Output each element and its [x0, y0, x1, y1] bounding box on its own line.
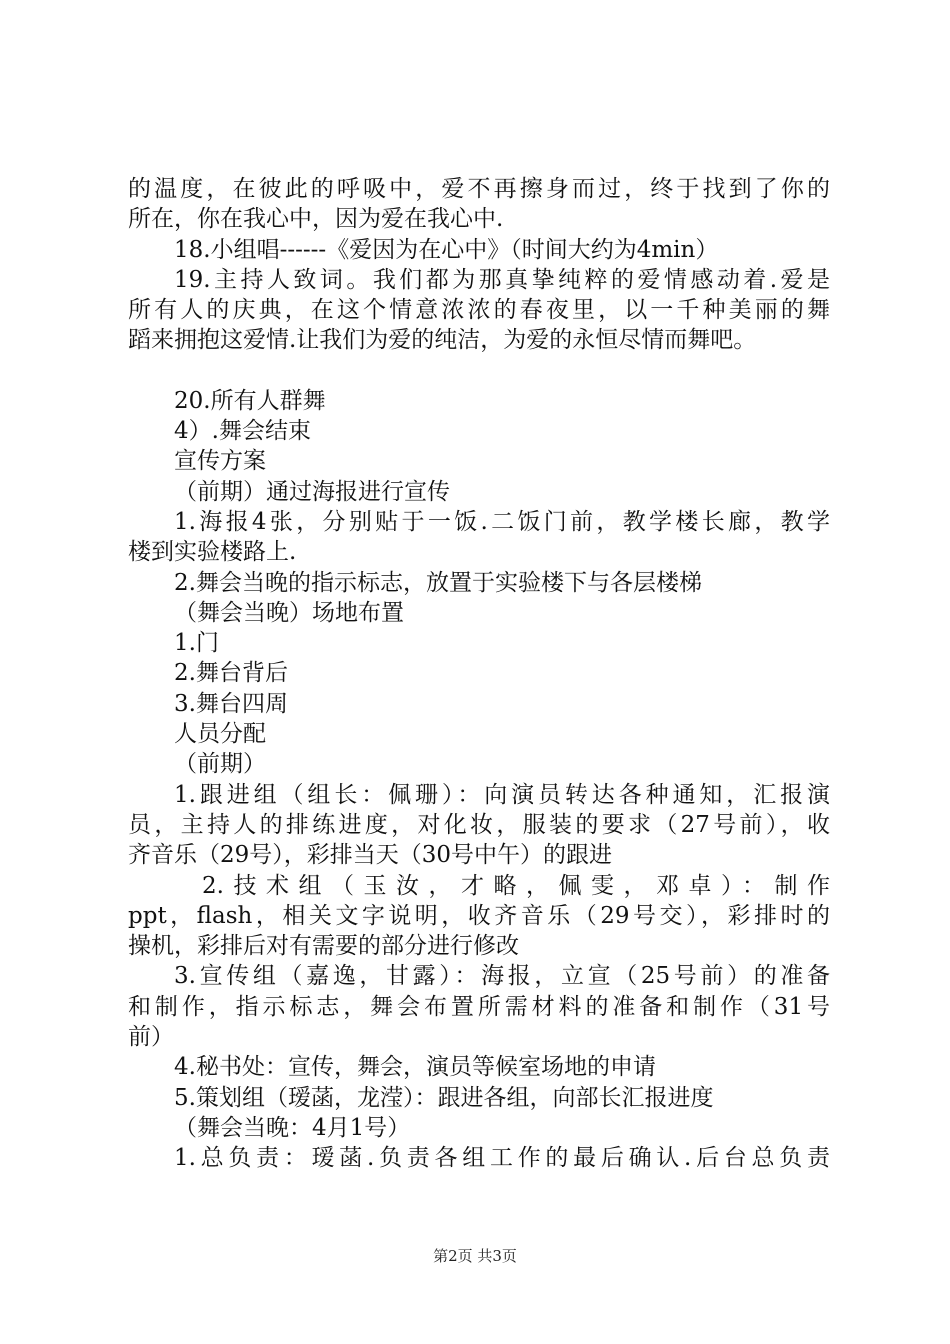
- paragraph-line: 1.海报4张，分别贴于一饭.二饭门前，教学楼长廊，教学: [174, 508, 830, 535]
- section-heading: 宣传方案: [174, 448, 266, 475]
- paragraph-line: 2.舞会当晚的指示标志，放置于实验楼下与各层楼梯: [174, 569, 702, 596]
- document-body: [128, 174, 830, 1174]
- paragraph-line: 楼到实验楼路上.: [128, 539, 297, 566]
- page-number-footer: 第2页 共3页: [433, 1247, 517, 1265]
- paragraph-line: 2.舞台背后: [174, 660, 288, 687]
- paragraph-line: 18.小组唱------《爱因为在心中》（时间大约为4min）: [174, 236, 719, 263]
- paragraph-line: （前期）通过海报进行宣传: [174, 478, 450, 505]
- paragraph-line: 3.舞台四周: [174, 690, 288, 717]
- paragraph-line: 1.跟进组（组长：佩珊）：向演员转达各种通知，汇报演: [174, 781, 830, 808]
- paragraph-line: 1.总负责：瑷菡.负责各组工作的最后确认.后台总负责: [174, 1145, 830, 1172]
- paragraph-line: ppt，flash，相关文字说明，收齐音乐（29号交），彩排时的: [128, 902, 830, 929]
- paragraph-line: 3.宣传组（嘉逸，甘露）：海报，立宣（25号前）的准备: [174, 963, 830, 990]
- paragraph-line: 1.门: [174, 630, 219, 657]
- paragraph-line: 和制作，指示标志，舞会布置所需材料的准备和制作（31号: [128, 993, 830, 1020]
- paragraph-line: 员，主持人的排练进度，对化妆，服装的要求（27号前），收: [128, 811, 830, 838]
- paragraph-line: 齐音乐（29号），彩排当天（30号中午）的跟进: [128, 842, 613, 869]
- paragraph-line: 4）.舞会结束: [174, 418, 311, 445]
- paragraph-line: 4.秘书处：宣传，舞会，演员等候室场地的申请: [174, 1054, 656, 1081]
- section-heading: 人员分配: [174, 721, 266, 748]
- paragraph-line: 5.策划组（瑷菡，龙滢）：跟进各组，向部长汇报进度: [174, 1084, 714, 1111]
- paragraph-line: 所在，你在我心中，因为爱在我心中.: [128, 206, 504, 233]
- paragraph-line: （舞会当晚）场地布置: [174, 599, 404, 626]
- paragraph-line: （舞会当晚：4月1号）: [174, 1114, 411, 1141]
- paragraph-line: （前期）: [174, 751, 266, 778]
- blank-line: [128, 356, 830, 386]
- paragraph-line: 操机，彩排后对有需要的部分进行修改: [128, 933, 519, 960]
- paragraph-line: 所有人的庆典，在这个情意浓浓的春夜里，以一千种美丽的舞: [128, 297, 830, 324]
- paragraph-line: 的温度，在彼此的呼吸中，爱不再擦身而过，终于找到了你的: [128, 176, 830, 202]
- paragraph-line: 2.技术组（玉汝，才略，佩雯，邓卓）：制作: [202, 872, 830, 899]
- paragraph-line: 前）: [128, 1024, 174, 1051]
- paragraph-line: 20.所有人群舞: [174, 387, 326, 414]
- paragraph-line: 19.主持人致词。我们都为那真挚纯粹的爱情感动着.爱是: [174, 266, 830, 293]
- paragraph-line: 蹈来拥抱这爱情.让我们为爱的纯洁，为爱的永恒尽情而舞吧。: [128, 327, 757, 354]
